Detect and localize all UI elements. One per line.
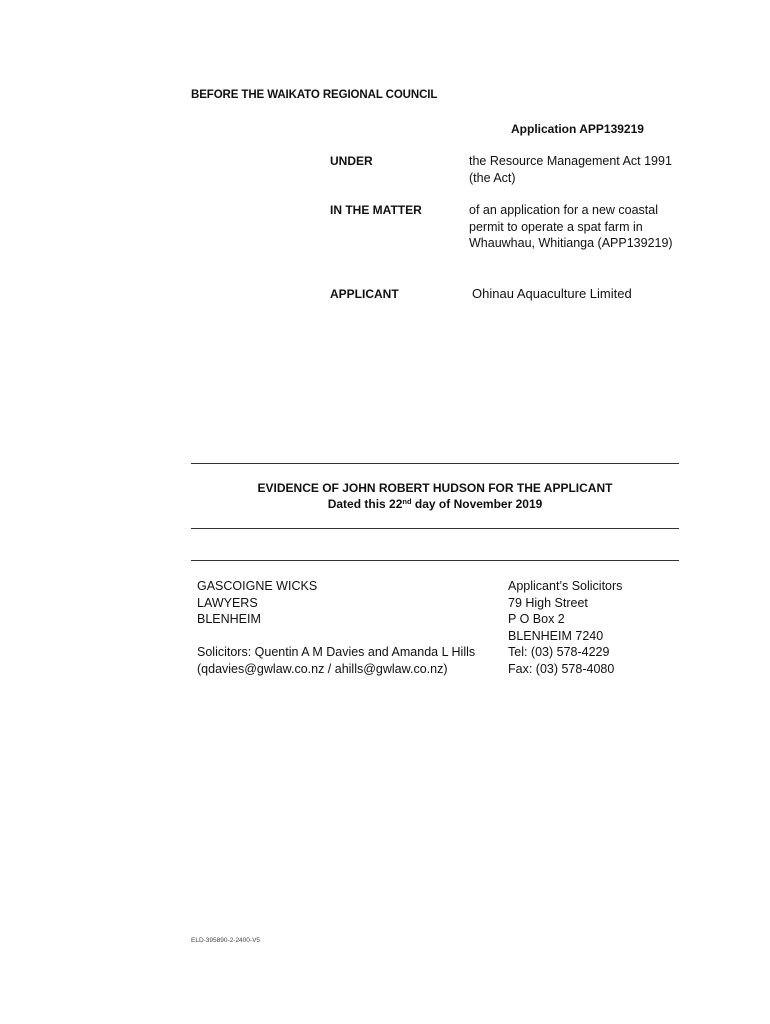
dated-suffix: day of November 2019 bbox=[411, 497, 543, 511]
matter-label-in-the-matter: IN THE MATTER bbox=[330, 203, 422, 217]
matter-value-line: Whauwhau, Whitianga (APP139219) bbox=[469, 236, 673, 250]
firm-block bbox=[197, 578, 475, 677]
firm-name-line: BLENHEIM bbox=[197, 612, 261, 626]
matter-label-under: UNDER bbox=[330, 154, 373, 168]
solicitor-emails: (qdavies@gwlaw.co.nz / ahills@gwlaw.co.nz) bbox=[197, 661, 448, 676]
matter-value-under bbox=[469, 153, 672, 186]
divider-rule bbox=[191, 528, 679, 529]
divider-rule bbox=[191, 463, 679, 464]
evidence-title: EVIDENCE OF JOHN ROBERT HUDSON FOR THE APPLICANT bbox=[257, 481, 613, 495]
dated-prefix: Dated this 22 bbox=[327, 497, 403, 511]
contact-line: BLENHEIM 7240 bbox=[508, 628, 604, 643]
contact-line: Fax: (03) 578-4080 bbox=[508, 661, 615, 676]
contact-line: 79 High Street bbox=[508, 595, 588, 610]
firm-name-line: LAWYERS bbox=[197, 595, 258, 610]
solicitors-line: Solicitors: Quentin A M Davies and Amanda L Hills bbox=[197, 645, 476, 659]
matter-label-applicant: APPLICANT bbox=[330, 287, 399, 301]
matter-value-line: the Resource Management Act 1991 bbox=[469, 154, 672, 168]
divider-rule bbox=[191, 560, 679, 561]
matter-value-line: permit to operate a spat farm in bbox=[469, 219, 643, 234]
contact-block bbox=[508, 578, 622, 677]
contact-line: Tel: (03) 578-4229 bbox=[508, 645, 610, 659]
matter-value-line: (the Act) bbox=[469, 170, 516, 185]
matter-value-line: of an application for a new coastal bbox=[469, 203, 659, 217]
contact-line: Applicant’s Solicitors bbox=[508, 579, 623, 593]
court-heading: BEFORE THE WAIKATO REGIONAL COUNCIL bbox=[191, 89, 438, 101]
firm-name-line: GASCOIGNE WICKS bbox=[197, 579, 318, 593]
contact-line: P O Box 2 bbox=[508, 612, 565, 626]
matter-value-applicant: Ohinau Aquaculture Limited bbox=[472, 286, 632, 301]
matter-value-in-the-matter bbox=[469, 202, 673, 252]
dated-line bbox=[191, 497, 679, 511]
application-number: Application APP139219 bbox=[511, 122, 644, 136]
document-reference-code: ELD-395890-2-2400-V5 bbox=[191, 937, 261, 944]
dated-ordinal: nd bbox=[402, 497, 412, 506]
